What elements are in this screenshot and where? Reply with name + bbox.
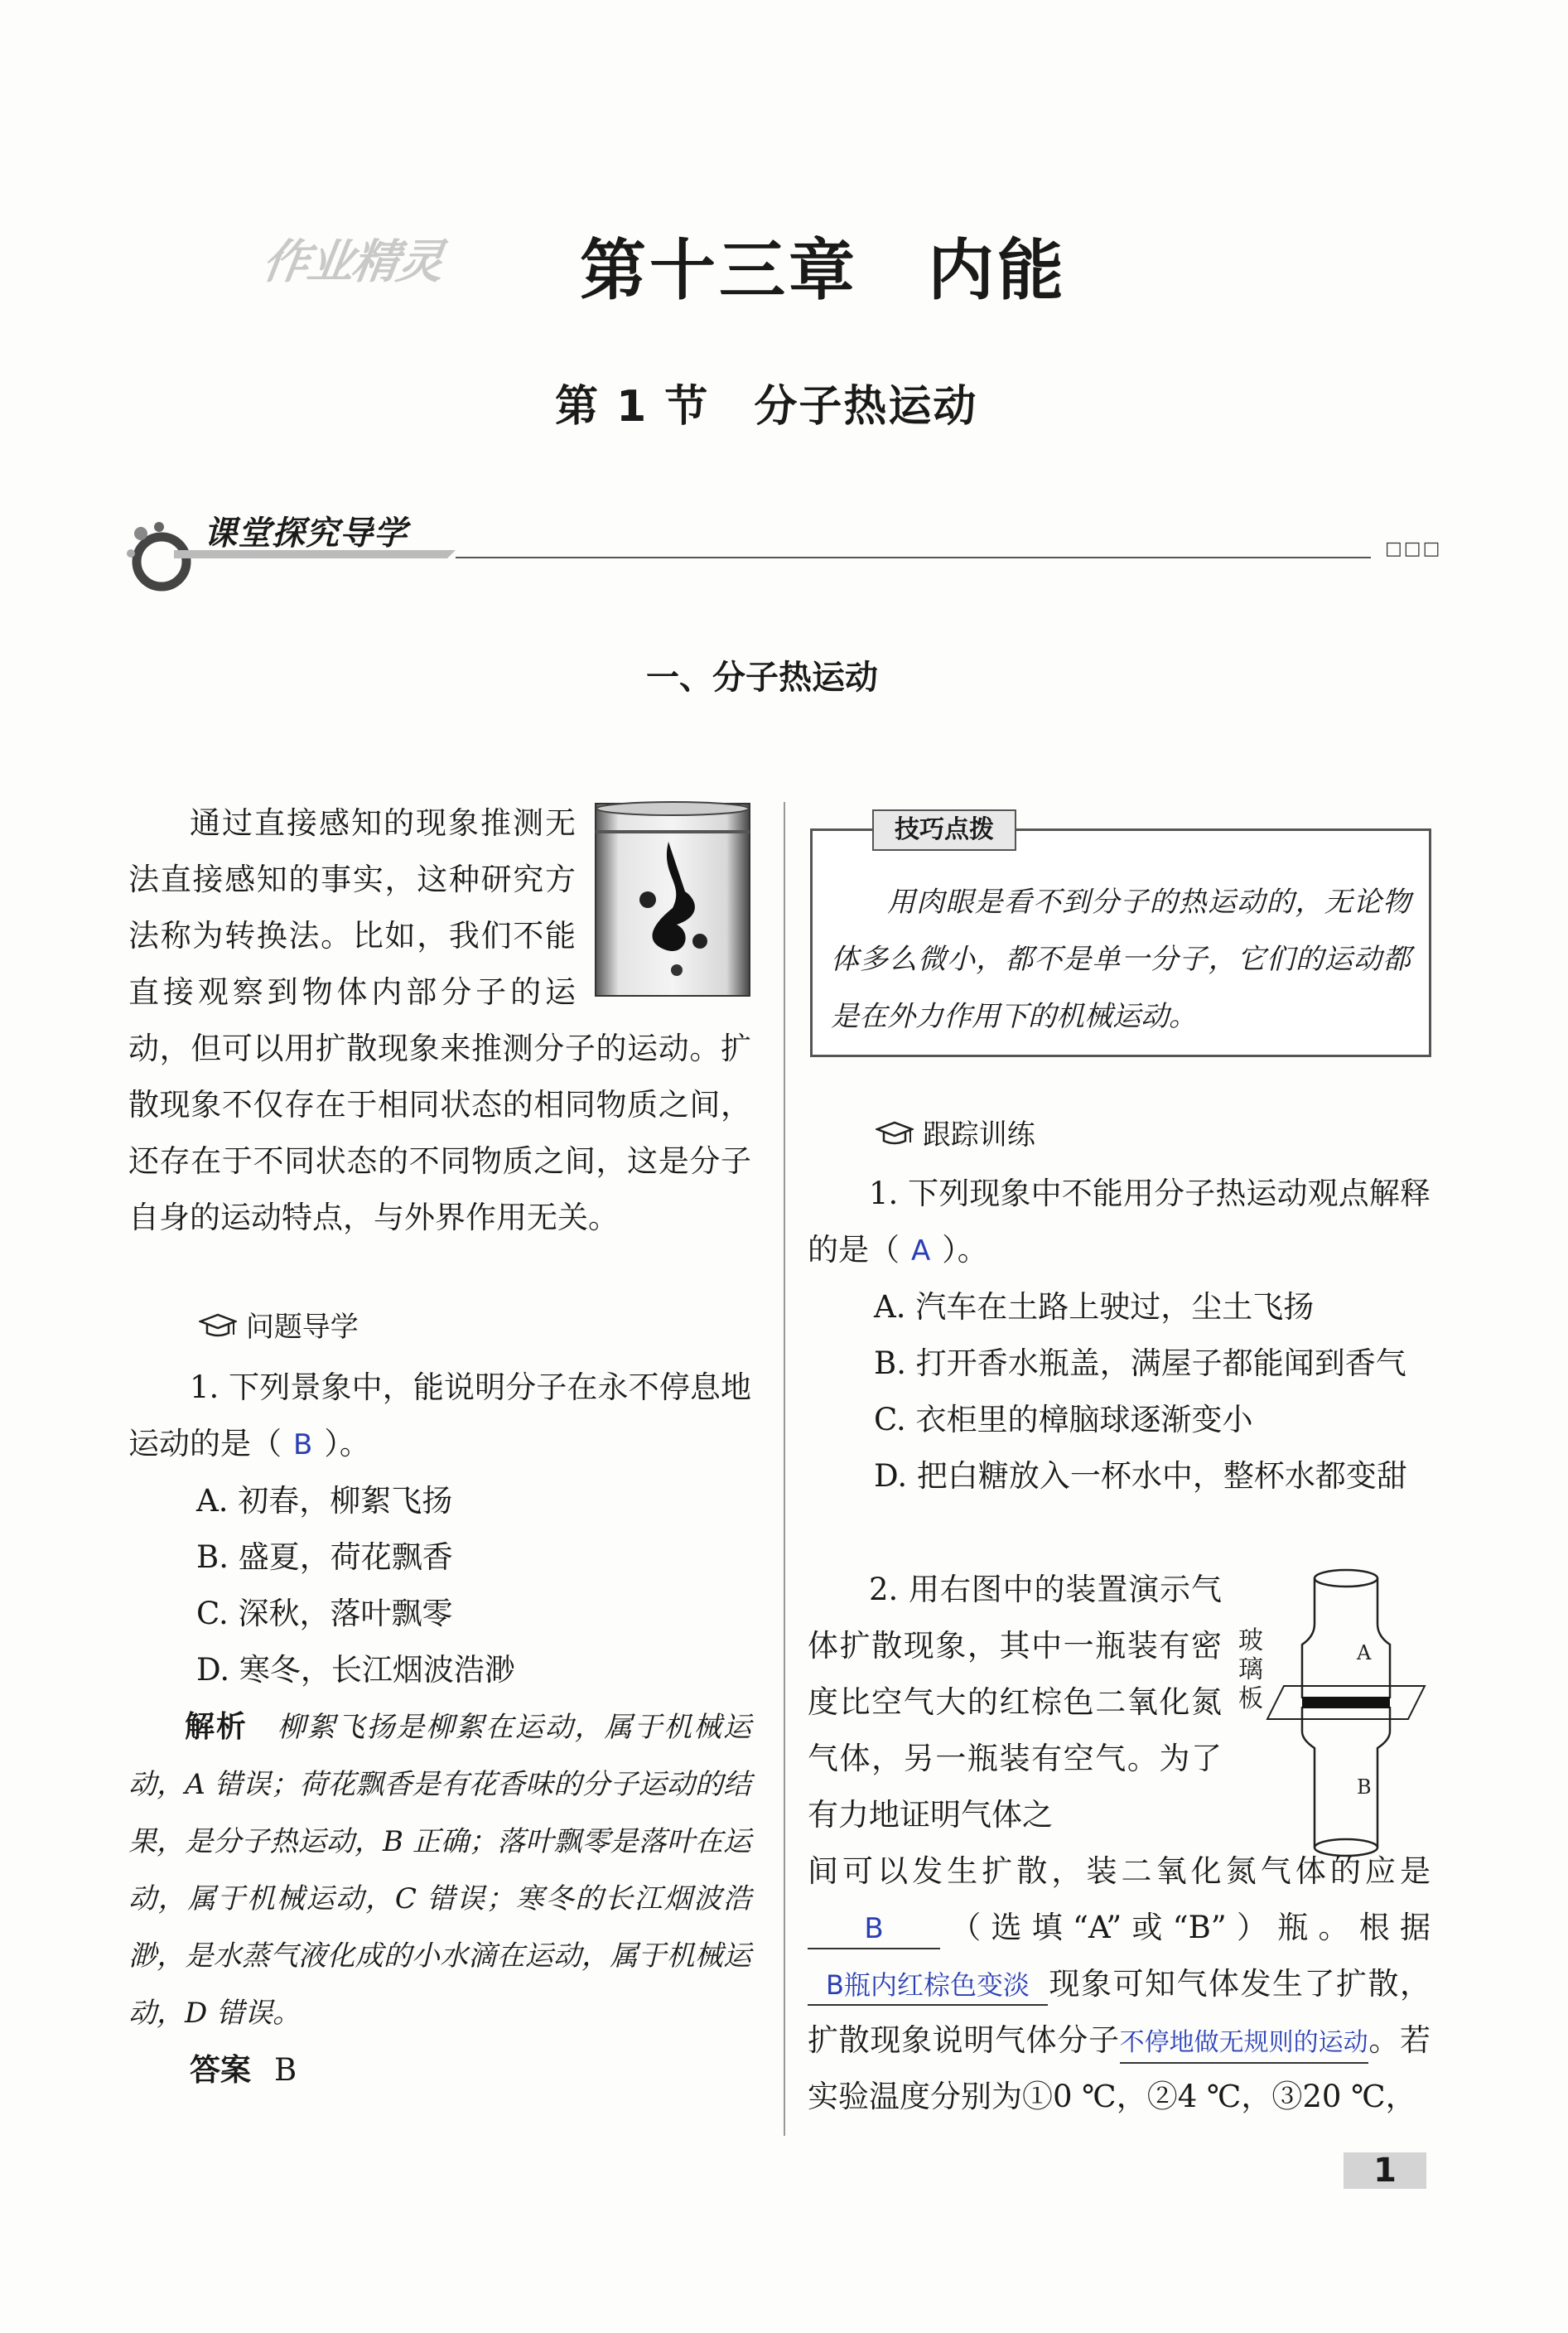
left-q1-option-c: C. 深秋，落叶飘零: [196, 1596, 453, 1631]
banner-dots: □□□: [1385, 539, 1442, 559]
answer-value: B: [274, 2052, 297, 2088]
right-q1-option-d: [808, 1448, 1430, 1505]
mortarboard-icon: [876, 1118, 923, 1152]
right-q2-part5: 。若实验温度分别为①0 ℃，②4 ℃，③20 ℃，: [808, 2022, 1431, 2114]
left-q1-stem-text: 1. 下列景象中，能说明分子在永不停息地运动的是（: [128, 1369, 751, 1461]
right-q1-option-a: A. 汽车在土路上驶过，尘土飞扬: [874, 1289, 1315, 1325]
q2-blank-2-answer: B瓶内红棕色变淡: [826, 1969, 1030, 2001]
left-q1-option-a: A. 初春，柳絮飞扬: [196, 1483, 453, 1519]
figure-glass-char-3: 板: [1238, 1684, 1263, 1713]
analysis-paragraph: [128, 1698, 751, 2042]
right-q1-stem: [808, 1166, 1430, 1279]
left-heading-text: 问题导学: [245, 1311, 359, 1344]
figure-glass-char-2: 璃: [1238, 1655, 1263, 1684]
mortarboard-icon: [199, 1311, 246, 1344]
left-q1-option-b: B. 盛夏，荷花飘香: [196, 1539, 453, 1575]
answer-line: [128, 2042, 751, 2099]
right-q1-option-d-text: D. 把白糖放入一杯水中，整杯水都变甜: [874, 1458, 1407, 1494]
tip-text: 用肉眼是看不到分子的热运动的，无论物体多么微小，都不是单一分子，它们的运动都是在外力作用下的机械运动。: [831, 886, 1411, 1033]
answer-label: 答案: [190, 2052, 251, 2088]
q2-blank-1[interactable]: [808, 1909, 940, 1949]
watermark: 作业精灵: [258, 235, 446, 289]
left-column: [128, 795, 751, 1246]
right-q2-part4: 现象可知气体发生了扩散，扩散现象说明气体分子: [808, 1966, 1430, 2058]
left-heading: [199, 1307, 359, 1348]
analysis-label: 解析: [185, 1710, 248, 1744]
left-q1-answer: B: [293, 1428, 313, 1461]
right-q1-block: [808, 1166, 1430, 1505]
right-heading: [876, 1114, 1035, 1156]
q2-blank-1-answer: B: [864, 1912, 884, 1945]
q2-blank-3[interactable]: [1120, 2021, 1368, 2064]
right-q1-stem-end: ）。: [942, 1232, 988, 1268]
right-q2-continued: [808, 1843, 1430, 2125]
ink-in-water-photo: [594, 800, 751, 999]
banner-title: 课堂探究导学: [204, 514, 408, 553]
right-heading-text: 跟踪训练: [922, 1118, 1035, 1152]
left-question-block: [128, 1360, 751, 2099]
page-number: 1: [1344, 2152, 1426, 2189]
column-divider: [784, 802, 785, 2136]
left-q1-stem: [128, 1360, 751, 1473]
q2-blank-2[interactable]: [808, 1965, 1048, 2006]
right-q2-part3: （选填“A”或“B”）瓶。根据: [940, 1910, 1430, 1945]
right-q1-option-b: B. 打开香水瓶盖，满屋子都能闻到香气: [874, 1345, 1406, 1381]
right-q2-part1: [808, 1562, 1222, 1843]
left-q1-stem-end: ）。: [324, 1426, 370, 1461]
analysis-text: 柳絮飞扬是柳絮在运动，属于机械运动，A 错误；荷花飘香是有花香味的分子运动的结果，是分子热运动，B 正确；落叶飘零是落叶在运动，属于机械运动，C 错误；寒冬的长江烟波浩渺，是水蒸气液化成的小水滴在运动，属于机械运动，D 错误。: [128, 1711, 751, 2030]
right-q1-answer: A: [911, 1234, 931, 1268]
right-q2-part2: 间可以发生扩散，装二氧化氮气体的应是: [808, 1853, 1430, 1889]
gas-diffusion-figure: [1234, 1562, 1433, 1868]
figure-glass-char-1: 玻: [1238, 1626, 1263, 1655]
chapter-title: 第十三章 内能: [580, 231, 1067, 309]
subsection-title: 一、分子热运动: [646, 659, 878, 697]
right-q1-stem-text: 1. 下列现象中不能用分子热运动观点解释的是（: [808, 1176, 1430, 1268]
section-title: 第 1 节 分子热运动: [555, 382, 978, 432]
right-q1-option-c: C. 衣柜里的樟脑球逐渐变小: [874, 1402, 1253, 1437]
tip-box: [810, 815, 1431, 1057]
right-q2-text-part1: 2. 用右图中的装置演示气体扩散现象，其中一瓶装有密度比空气大的红棕色二氧化氮气体，另一瓶装有空气。为了有力地证明气体之: [808, 1572, 1222, 1833]
intro-paragraph: 通过直接感知的现象推测无法直接感知的事实，这种研究方法称为转换法。比如，我们不能直接观察到物体内部分子的运动，但可以用扩散现象来推测分子的运动。扩散现象不仅存在于相同状态的相同物质之间，还存在于不同状态的不同物质之间，这是分子自身的运动特点，与外界作用无关。: [128, 805, 751, 1235]
figure-label-a: A: [1357, 1641, 1372, 1664]
bottles-diagram: [1234, 1562, 1433, 1868]
figure-label-b: B: [1357, 1775, 1372, 1799]
tip-label: 技巧点拨: [872, 809, 1016, 851]
left-q1-option-d: D. 寒冬，长江烟波浩渺: [196, 1652, 515, 1688]
q2-blank-3-answer: 不停地做无规则的运动: [1119, 2028, 1368, 2057]
right-q2-text-continued: [808, 1843, 1430, 2125]
